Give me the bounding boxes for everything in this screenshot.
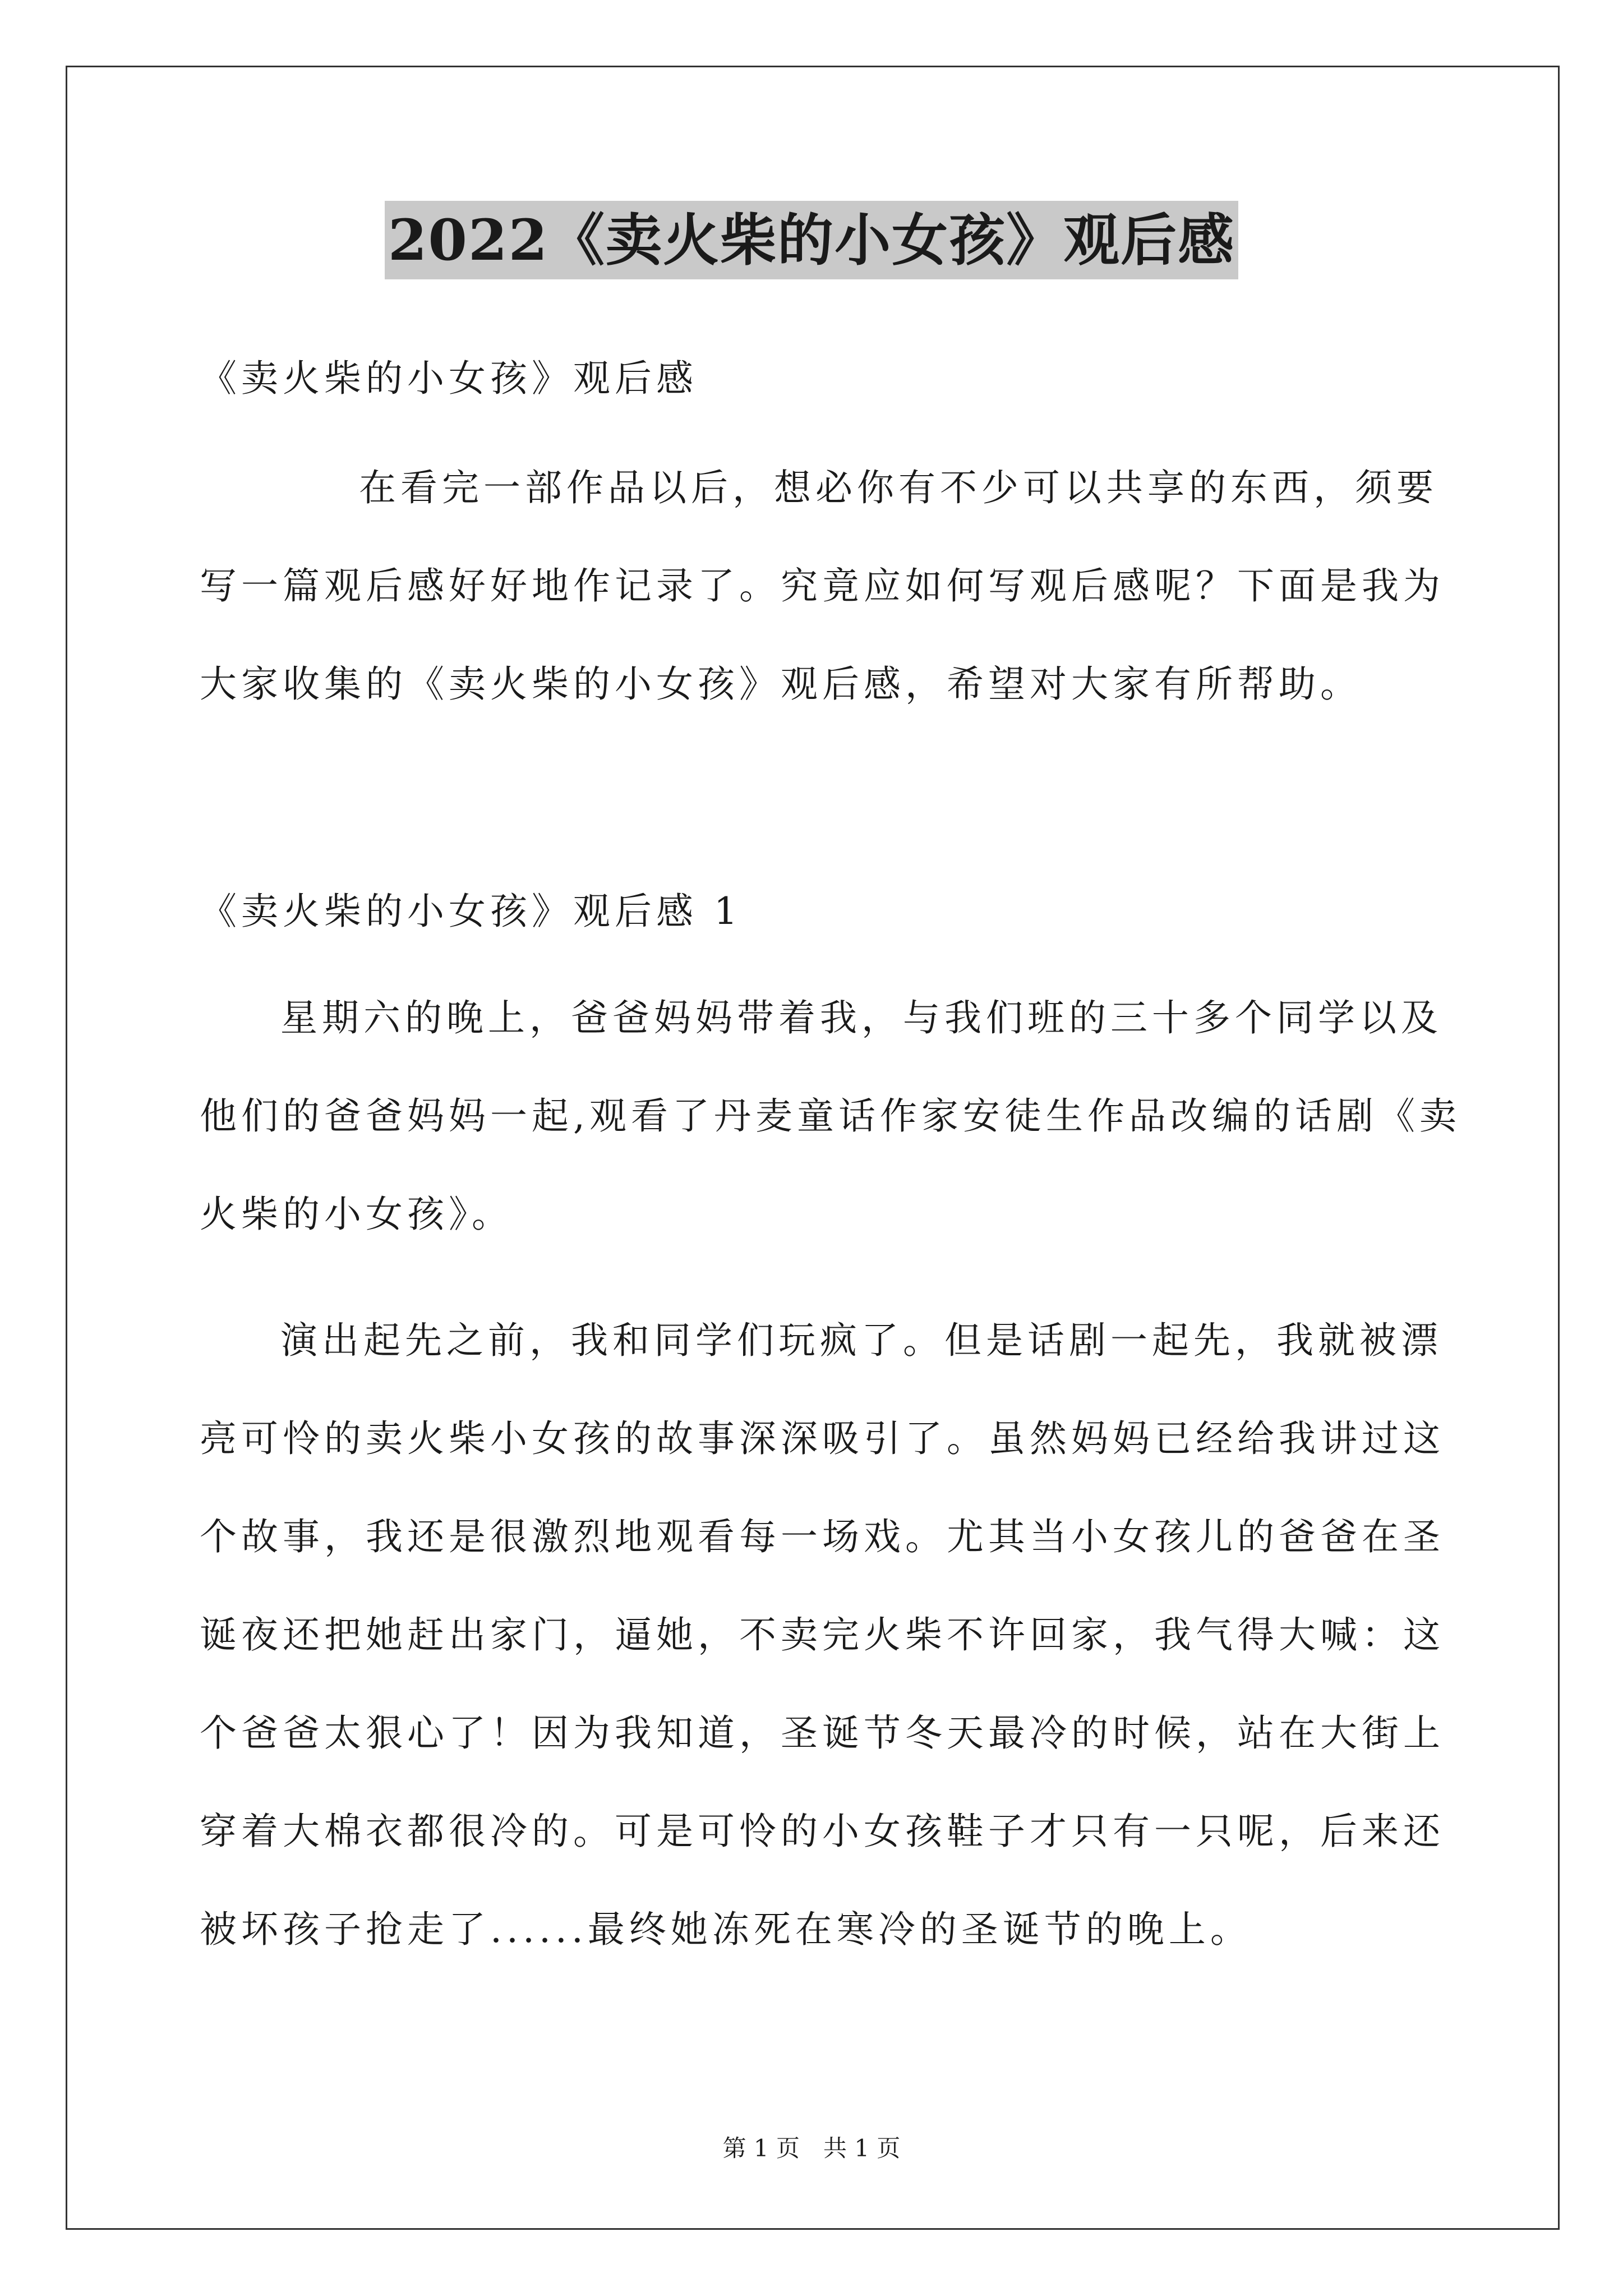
document-title[interactable]: 2022《卖火柴的小女孩》观后感 xyxy=(385,201,1238,279)
paragraph1-line-3: 火柴的小女孩》。 xyxy=(200,1193,513,1236)
paragraph1-line-1: 星期六的晚上，爸爸妈妈带着我，与我们班的三十多个同学以及 xyxy=(280,996,1442,1039)
paragraph2-line-5: 个爸爸太狠心了！因为我知道，圣诞节冬天最冷的时候，站在大街上 xyxy=(200,1711,1445,1755)
section-heading: 《卖火柴的小女孩》观后感 1 xyxy=(200,890,742,933)
page-footer: 第 1 页 共 1 页 xyxy=(722,2134,901,2162)
paragraph2-line-6: 穿着大棉衣都很冷的。可是可怜的小女孩鞋子才只有一只呢，后来还 xyxy=(200,1810,1445,1853)
paragraph2-line-3: 个故事，我还是很激烈地观看每一场戏。尤其当小女孩儿的爸爸在圣 xyxy=(200,1515,1445,1558)
paragraph2-line-7: 被坏孩子抢走了......最终她冻死在寒冷的圣诞节的晚上。 xyxy=(200,1908,1252,1951)
intro-line-3: 大家收集的《卖火柴的小女孩》观后感，希望对大家有所帮助。 xyxy=(200,662,1362,706)
paragraph2-line-2: 亮可怜的卖火柴小女孩的故事深深吸引了。虽然妈妈已经给我讲过这 xyxy=(200,1417,1445,1460)
intro-line-2: 写一篇观后感好好地作记录了。究竟应如何写观后感呢？下面是我为 xyxy=(200,564,1445,608)
paragraph2-line-4: 诞夜还把她赶出家门，逼她，不卖完火柴不许回家，我气得大喊：这 xyxy=(200,1613,1445,1657)
intro-heading: 《卖火柴的小女孩》观后感 xyxy=(200,357,698,400)
title-container xyxy=(0,201,1623,279)
intro-line-1: 在看完一部作品以后，想必你有不少可以共享的东西，须要 xyxy=(359,466,1438,509)
paragraph1-line-2: 他们的爸爸妈妈一起,观看了丹麦童话作家安徒生作品改编的话剧《卖 xyxy=(200,1094,1461,1138)
paragraph2-line-1: 演出起先之前，我和同学们玩疯了。但是话剧一起先，我就被漂 xyxy=(280,1319,1442,1362)
